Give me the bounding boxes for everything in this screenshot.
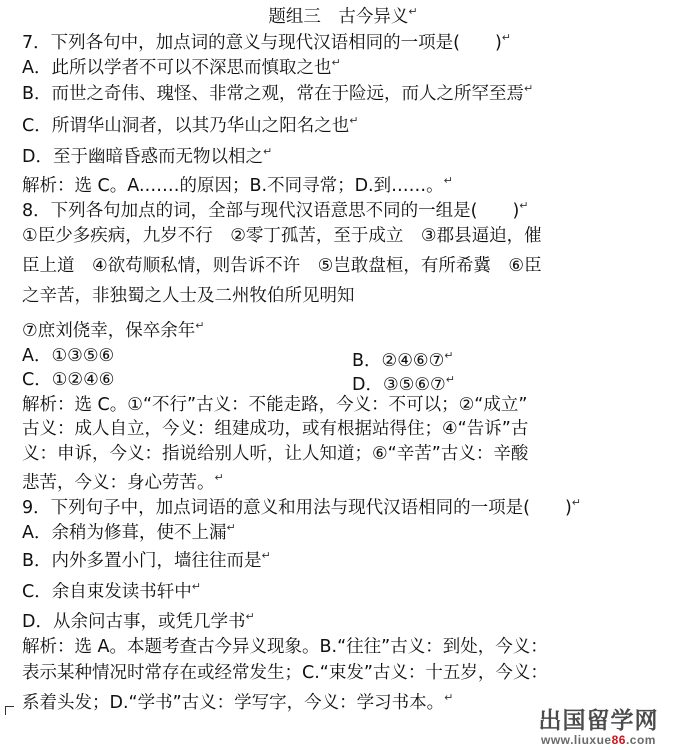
question-8-analysis-line-4: 悲苦，今义：身心劳苦。↵ xyxy=(22,471,224,493)
question-8-analysis-line-3: 义：申诉，今义：指说给别人听，让人知道；⑥“辛苦”古义：辛酸 xyxy=(22,444,529,464)
question-8-option-b: B．②④⑥⑦↵ xyxy=(352,349,454,371)
question-8-passage-line-2: 臣上道 ④欲苟顺私情，则告诉不许 ⑤岂敢盘桓，有所希冀 ⑥臣 xyxy=(22,256,542,276)
question-7-option-a: A．此所以学者不可以不深思而慎取之也↵ xyxy=(22,56,341,78)
question-7-analysis: 解析：选 C。A.……的原因；B.不同寻常；D.到……。↵ xyxy=(22,174,453,196)
question-8-stem: 8．下列各句加点的词，全部与现代汉语意思不同的一组是( )↵ xyxy=(22,199,529,221)
question-8-option-d: D．③⑤⑥⑦↵ xyxy=(352,373,455,395)
question-8-passage-line-3: 之辛苦，非独蜀之人士及二州牧伯所见明知 xyxy=(22,286,355,306)
site-watermark xyxy=(521,707,676,747)
question-7-stem: 7．下列各句中，加点词的意义与现代汉语相同的一项是( )↵ xyxy=(22,31,512,53)
question-7-option-c: C．所谓华山洞者，以其乃华山之阳名之也↵ xyxy=(22,114,359,136)
watermark-url: www.liuxue86.com xyxy=(541,733,656,747)
question-8-passage-line-1: ①臣少多疾病，九岁不行 ②零丁孤苦，至于成立 ③郡县逼迫，催 xyxy=(22,226,542,246)
question-9-analysis-line-1: 解析：选 A。本题考查古今异义现象。B.“往往”古义：到处，今义： xyxy=(22,637,548,657)
question-8-analysis-line-2: 古义：成人自立，今义：组建成功，或有根据站得住；④“告诉”古 xyxy=(22,419,529,439)
question-7-option-d: D．至于幽暗昏惑而无物以相之↵ xyxy=(22,145,273,167)
question-9-stem: 9．下列句子中，加点词语的意义和用法与现代汉语相同的一项是( )↵ xyxy=(22,496,582,518)
question-8-option-a: A．①③⑤⑥ xyxy=(22,346,115,366)
question-8-option-c: C．①②④⑥ xyxy=(22,370,115,390)
page-corner-marker xyxy=(5,706,14,715)
question-9-option-a: A．余稍为修葺，使不上漏↵ xyxy=(22,521,236,543)
page-title: 题组三 古今异义↵ xyxy=(268,5,418,27)
question-8-passage-line-4: ⑦庶刘侥幸，保卒余年↵ xyxy=(22,319,205,341)
watermark-title: 出国留学网 xyxy=(538,707,659,733)
question-9-option-d: D．从余问古事，或凭几学书↵ xyxy=(22,610,255,632)
question-9-option-b: B．内外多置小门，墙往往而是↵ xyxy=(22,549,271,571)
question-9-analysis-line-3: 系着头发；D.“学书”古义：学写字，今义：学习书本。↵ xyxy=(22,691,454,713)
question-8-analysis-line-1: 解析：选 C。①“不行”古义：不能走路，今义：不可以；②“成立” xyxy=(22,395,528,415)
question-9-option-c: C．余自束发读书轩中↵ xyxy=(22,580,201,602)
question-7-option-b: B．而世之奇伟、瑰怪、非常之观，常在于险远，而人之所罕至焉↵ xyxy=(22,82,534,104)
question-9-analysis-line-2: 表示某种情况时常存在或经常发生；C.“束发”古义：十五岁，今义： xyxy=(22,663,548,683)
